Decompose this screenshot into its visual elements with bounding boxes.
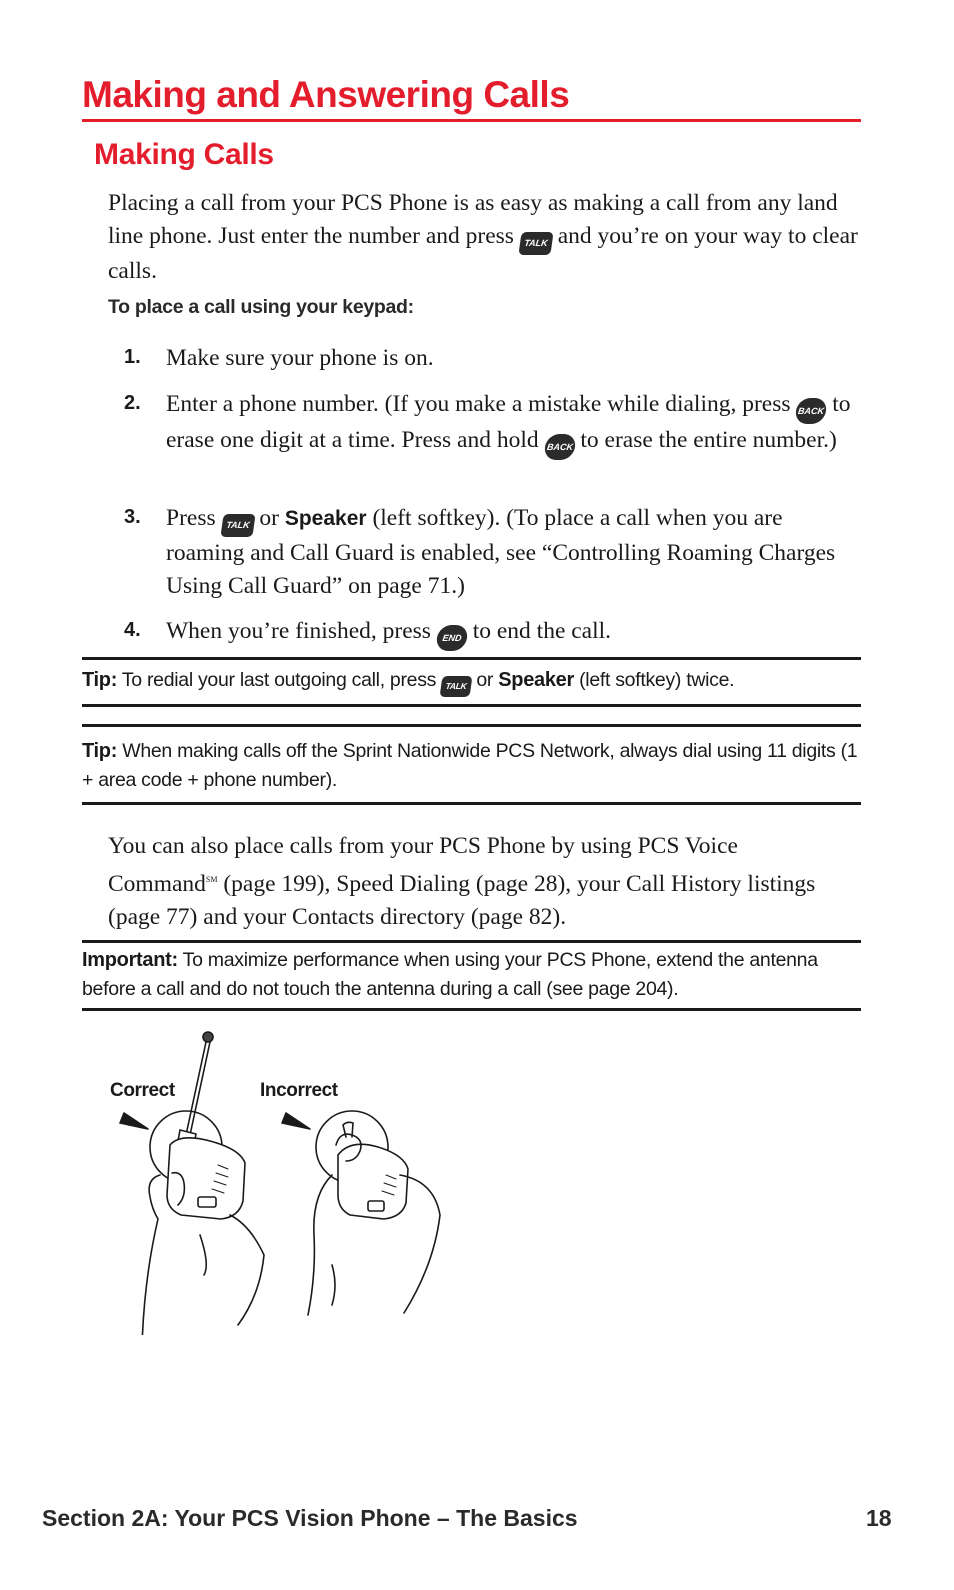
section-heading: Making Calls bbox=[94, 138, 274, 171]
step-text-part: Press bbox=[166, 505, 216, 531]
divider bbox=[82, 704, 861, 707]
talk-key-icon: TALK bbox=[440, 676, 473, 697]
hands-holding-phone-image bbox=[100, 1025, 480, 1335]
step-number: 1. bbox=[124, 346, 141, 368]
title-rule bbox=[82, 119, 861, 122]
step-text-part: Enter a phone number. (If you make a mistake while dialing, press bbox=[166, 391, 791, 417]
back-key-icon: BACK bbox=[795, 398, 829, 424]
tip-box bbox=[82, 737, 861, 795]
step-text-part: or bbox=[259, 505, 279, 531]
tip-text: When making calls off the Sprint Nationwide PCS Network, always dial using 11 digits (1 + area code + phone number). bbox=[82, 740, 858, 791]
step-number: 3. bbox=[124, 506, 141, 528]
step-text-part: (left softkey). (To place a call when you are roaming and Call Guard is enabled, see “Controlling Roaming Charges Using Call Guard” on page 71.) bbox=[166, 505, 836, 599]
important-box bbox=[82, 946, 861, 1004]
tip-label: Tip: bbox=[82, 740, 118, 762]
intro-paragraph bbox=[108, 187, 863, 288]
correct-label: Correct bbox=[110, 1080, 175, 1101]
page-number: 18 bbox=[866, 1505, 892, 1531]
intro-text-2: and you’re on your way to clear calls. bbox=[108, 223, 858, 284]
step-text-part: to erase the entire number.) bbox=[580, 427, 837, 453]
also-paragraph bbox=[108, 830, 848, 934]
talk-key-icon: TALK bbox=[220, 514, 255, 537]
intro-text-1: Placing a call from your PCS Phone is as easy as making a call from any land line phone. Just enter the number and press bbox=[108, 190, 838, 249]
end-key-icon: END bbox=[435, 625, 469, 651]
step-number: 2. bbox=[124, 392, 141, 414]
service-mark: SM bbox=[205, 875, 218, 884]
speaker-softkey-label: Speaker bbox=[498, 669, 574, 691]
tip-box bbox=[82, 666, 861, 697]
keypad-subheading: To place a call using your keypad: bbox=[108, 296, 414, 318]
footer-section-title: Section 2A: Your PCS Vision Phone – The Basics bbox=[42, 1505, 578, 1531]
back-key-icon: BACK bbox=[543, 434, 577, 460]
also-text: (page 199), Speed Dialing (page 28), your Call History listings (page 77) and your Contacts directory (page 82). bbox=[108, 870, 816, 930]
step-number: 4. bbox=[124, 619, 141, 641]
divider bbox=[82, 657, 861, 660]
divider bbox=[82, 802, 861, 805]
step-text bbox=[166, 615, 861, 651]
tip-label: Tip: bbox=[82, 669, 118, 691]
step-text: Make sure your phone is on. bbox=[166, 345, 434, 371]
important-text: To maximize performance when using your PCS Phone, extend the antenna before a call and do not touch the antenna during a call (see page 204). bbox=[82, 949, 818, 1000]
step-text bbox=[166, 502, 861, 603]
step-text-part: to erase one digit at a time. Press and hold bbox=[166, 391, 851, 453]
incorrect-label: Incorrect bbox=[260, 1080, 338, 1101]
tip-text: or bbox=[476, 669, 494, 691]
page-title: Making and Answering Calls bbox=[82, 74, 570, 115]
also-text: You can also place calls from your PCS Phone by using PCS Voice Command bbox=[108, 833, 738, 897]
speaker-softkey-label: Speaker bbox=[284, 507, 367, 530]
divider bbox=[82, 1008, 861, 1011]
talk-key-icon: TALK bbox=[518, 232, 553, 255]
step-text bbox=[166, 388, 861, 460]
step-text-part: to end the call. bbox=[472, 618, 612, 644]
divider bbox=[82, 940, 861, 943]
important-label: Important: bbox=[82, 949, 178, 971]
tip-text: (left softkey) twice. bbox=[579, 669, 735, 691]
divider bbox=[82, 724, 861, 727]
step-text-part: When you’re finished, press bbox=[166, 618, 431, 644]
tip-text: To redial your last outgoing call, press bbox=[121, 669, 437, 691]
